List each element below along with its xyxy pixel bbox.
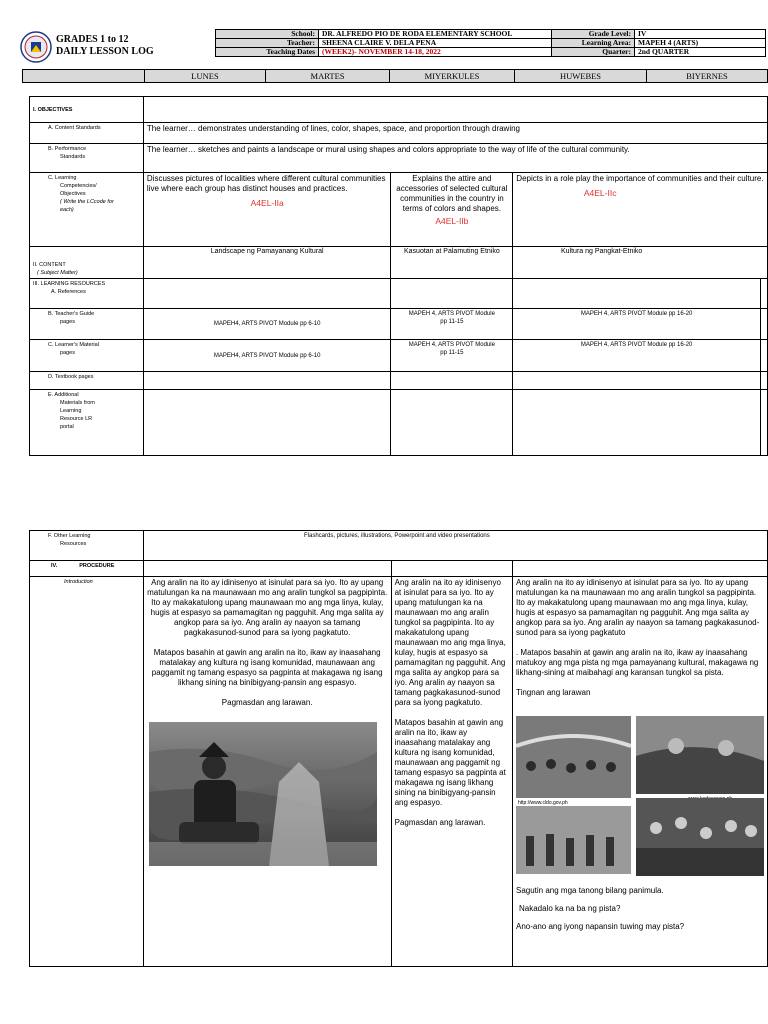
intro-col3-p3: Tingnan ang larawan — [515, 688, 591, 697]
lc-code-2: A4EL-IIb — [435, 216, 469, 226]
performance-standards-text: The learner… sketches and paints a landscape or mural using shapes and colors appropriate to the way of life of the cultural community. — [143, 144, 767, 173]
topic-3: Kultura ng Pangkat-Etniko — [513, 247, 768, 279]
competency-3: Depicts in a role play the importance of communities and their culture. A4EL-IIc — [513, 173, 768, 247]
festival-photo-3 — [516, 806, 631, 874]
intro-col1-p1: Ang aralin na ito ay idinisenyo at isinulat para sa iyo. Ito ay upang matulungan ka na maunawaan mo ang aralin tungkol sa pagpipinta. Ito ay makakatulong upang maunawaan mo ang mga linya, kulay, hugis at espasyo sa pamamagitan ng pagguhit. Ang mga salita ay angkop para sa iyo. Ang aralin ay naayon sa tamang pagkakasunod-sunod para sa iyong pagkatuto. — [147, 578, 388, 637]
festival-photo-1 — [516, 716, 631, 798]
tg-ref-1: MAPEH4, ARTS PIVOT Module pp 6-10 — [143, 309, 391, 340]
day-martes: MARTES — [266, 70, 390, 83]
doc-title-line2: DAILY LESSON LOG — [56, 46, 154, 57]
other-resources-text: Flashcards, pictures, illustrations, Powerpoint and video presentations — [143, 531, 767, 561]
school-value: DR. ALFREDO PIO DE RODA ELEMENTARY SCHOOL — [319, 30, 553, 39]
area-value: MAPEH 4 (ARTS) — [635, 39, 766, 48]
header-info-right — [551, 29, 766, 57]
page2-grid — [29, 530, 768, 967]
other-resources-label: F. Other Learning Resources — [30, 531, 144, 561]
dates-label: Teaching Dates — [216, 48, 319, 57]
lc-code-1: A4EL-IIa — [250, 198, 284, 208]
tg-ref-2: MAPEH 4, ARTS PIVOT Module pp 11-15 — [391, 309, 513, 340]
quarter-value: 2nd QUARTER — [635, 48, 766, 57]
performance-standards-label: B. Performance Standards — [30, 144, 144, 173]
page1-grid — [29, 96, 768, 456]
school-label: School: — [216, 30, 319, 39]
days-header — [22, 69, 768, 83]
intro-col-3 — [512, 577, 767, 967]
introduction-label: Introduction — [30, 577, 144, 967]
intro-col2-p2: Matapos basahin at gawin ang aralin na ito, ikaw ay inaasahang matalakay ang kultura ng isang komunidad, maunawaan ang paggamit ng tamang espasyo sa pagpinta at makagawa ng isang likhang sining na binibigyang-pansin ang espasyo. — [394, 718, 506, 807]
resources-label: III. LEARNING RESOURCES A. References — [30, 279, 144, 309]
grade-label: Grade Level: — [552, 30, 635, 39]
content-standards-text: The learner… demonstrates understanding of lines, color, shapes, space, and proportion through drawing — [143, 123, 767, 144]
igorot-elder-photo — [149, 722, 377, 866]
additional-materials-label: E. Additional Materials from Learning Resource LR portal — [30, 390, 144, 456]
photo-caption-1: http://www.cldo.gov.ph — [517, 800, 568, 806]
question-2: Ano-ano ang iyong napansin tuwing may pista? — [515, 922, 685, 931]
tg-ref-3: MAPEH 4, ARTS PIVOT Module pp 16-20 — [513, 309, 761, 340]
lm-ref-2: MAPEH 4, ARTS PIVOT Module pp 11-15 — [391, 340, 513, 372]
day-huwebes: HUWEBES — [515, 70, 647, 83]
day-miyerkules: MIYERKULES — [390, 70, 515, 83]
area-label: Learning Area: — [552, 39, 635, 48]
learners-material-label: C. Learner's Material pages — [30, 340, 144, 372]
day-lunes: LUNES — [145, 70, 266, 83]
intro-col1-p2: Matapos basahin at gawin ang aralin na ito, ikaw ay inaasahang matalakay ang kultura ng isang komunidad, maunawaan ang paggamit ng tamang espasyo sa pagpinta at makagawa ng isang likhang sining na binibigyang-pansin ang espasyo. — [151, 648, 383, 687]
doc-title-line1: GRADES 1 to 12 — [56, 34, 129, 45]
day-biyernes: BIYERNES — [647, 70, 768, 83]
topic-2: Kasuotan at Palamuting Etniko — [391, 247, 513, 279]
competency-2: Explains the attire and accessories of selected cultural communities in the country in terms of colors and shapes. A4EL-IIb — [391, 173, 513, 247]
competencies-label: C. Learning Competencies/ Objectives ( Write the LCcode for each) — [30, 173, 144, 247]
intro-col2-p1: Ang aralin na ito ay idinisenyo at isinulat para sa iyo. Ito ay upang matulungan ka na maunawaan mo ang aralin tungkol sa pagpipinta. Ito ay makakatulong upang maunawaan mo ang mga linya, kulay, hugis at espasyo sa pamamagitan ng pagguhit. Ang mga salita ay angkop para sa iyo. Ang aralin ay naayon sa tamang pagkakasunod-sunod para sa iyong pagkatuto. — [394, 578, 506, 707]
content-label: II. CONTENT ( Subject Matter) — [30, 247, 144, 279]
topic-1: Landscape ng Pamayanang Kultural — [143, 247, 391, 279]
festival-photo-4 — [636, 798, 764, 876]
question-1: Nakadalo ka na ba ng pista? — [518, 904, 621, 913]
festival-photos — [516, 716, 764, 876]
intro-col3-p1: Ang aralin na ito ay idinisenyo at isinulat para sa iyo. Ito ay upang matulungan ka na maunawaan mo ang aralin tungkol sa pagpipinta. Ito ay makakatulong upang maunawaan mo ang mga linya, kulay, hugis at espasyo sa pamamagitan ng pagguhit. Ang mga salita ay angkop para sa iyo. Ang aralin ay naayon sa tamang pagkakasunod-sunod para sa iyong pagkatuto — [515, 578, 760, 637]
teacher-value: SHEENA CLAIRE V. DELA PENA — [319, 39, 553, 48]
procedure-heading: IV. PROCEDURE — [30, 561, 144, 577]
teacher-label: Teacher: — [216, 39, 319, 48]
intro-col-2 — [391, 577, 512, 967]
lc-code-3: A4EL-IIc — [583, 188, 617, 198]
festival-photo-2 — [636, 716, 764, 794]
question-intro: Sagutin ang mga tanong bilang panimula. — [515, 886, 664, 895]
competency-1: Discusses pictures of localities where different cultural communities live where each group has distinct houses and practices. A4EL-IIa — [143, 173, 391, 247]
intro-col-1 — [143, 577, 391, 967]
lm-ref-3: MAPEH 4, ARTS PIVOT Module pp 16-20 — [513, 340, 761, 372]
quarter-label: Quarter: — [552, 48, 635, 57]
dates-value: (WEEK2)- NOVEMBER 14-18, 2022 — [319, 48, 553, 57]
teachers-guide-label: B. Teacher's Guide pages — [30, 309, 144, 340]
header-info-left — [215, 29, 553, 57]
content-standards-label: A. Content Standards — [30, 123, 144, 144]
grade-value: IV — [635, 30, 766, 39]
intro-col3-p2: . Matapos basahin at gawin ang aralin na ito, ikaw ay inaasahang matukoy ang mga pista ng mga pamayanang kultural, makagawa ng likhang-sining at maibahagi ang karansan tungkol sa pista. — [515, 648, 759, 677]
lm-ref-1: MAPEH4, ARTS PIVOT Module pp 6-10 — [143, 340, 391, 372]
objectives-heading: I. OBJECTIVES — [30, 97, 144, 123]
intro-col2-p3: Pagmasdan ang larawan. — [394, 818, 486, 827]
intro-col1-p3: Pagmasdan ang larawan. — [221, 698, 313, 707]
deped-seal — [20, 31, 52, 63]
textbook-label: D. Textbook pages — [30, 372, 144, 390]
